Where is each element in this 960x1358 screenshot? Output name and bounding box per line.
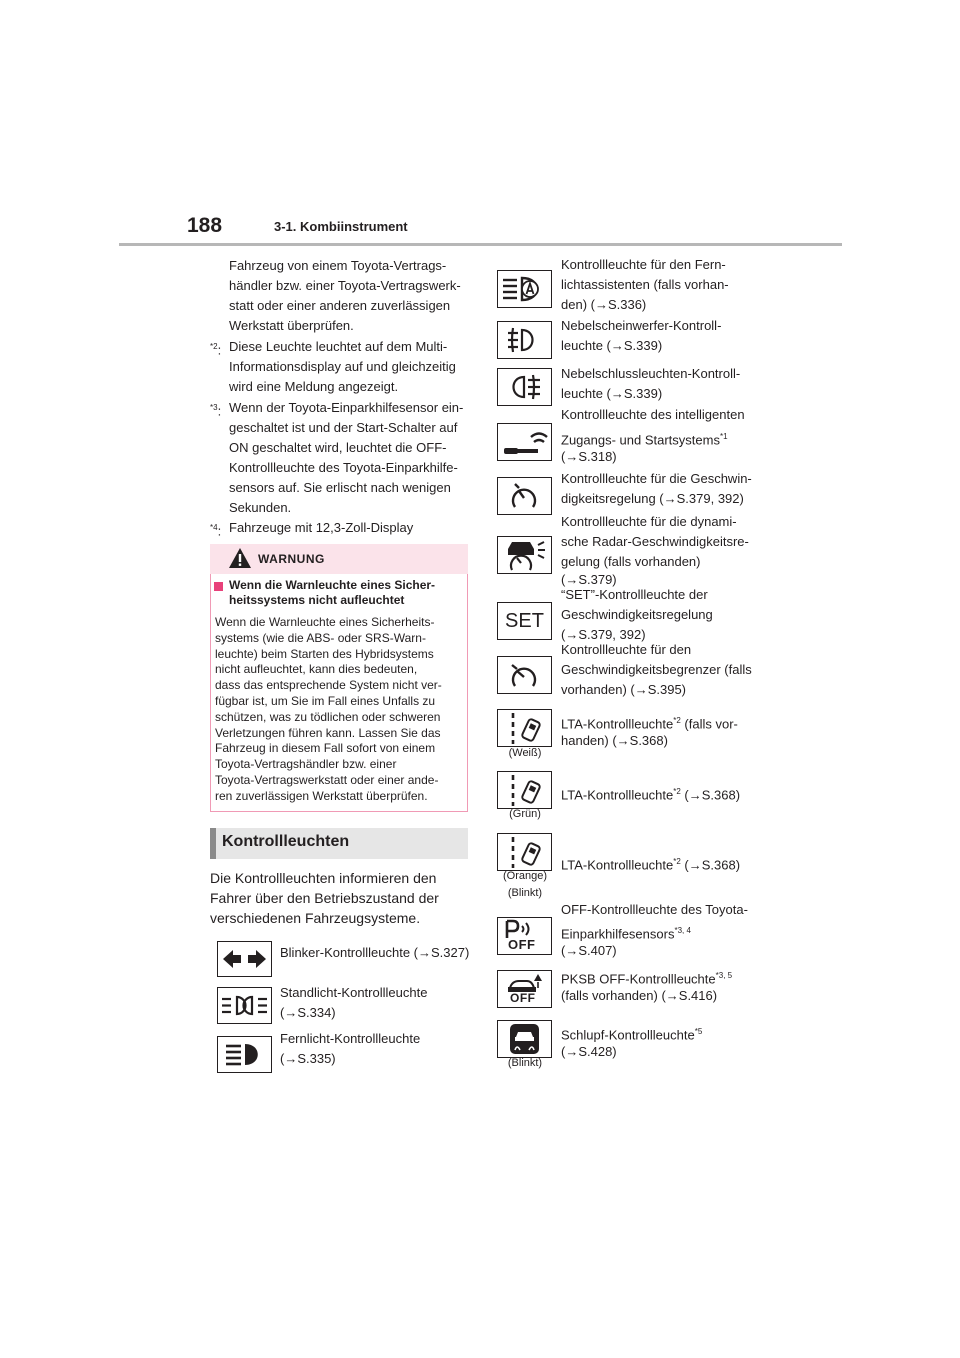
light-label: (→S.379, 392) [561, 627, 646, 642]
light-label: Nebelschlussleuchten-Kontroll- [561, 366, 741, 381]
color-caption: (Grün) [509, 808, 541, 820]
light-label: gelung (falls vorhanden) [561, 554, 701, 569]
warning-body: Wenn die Warnleuchte eines Sicherheits- systems (wie die ABS- oder SRS-Warn- leuchte) beim Starten des Hybridsystems nicht aufleuchtet, kann dies bedeuten, dass das entsprechende System nicht ver- fügbar ist, um Sie im Fall eines Unfalls zu schützen, was zu tödlichen oder schweren Verletzungen führen kann. Lassen Sie das Fahrzeug in diesem Fall sofort von einem Toyota-Vertragshändler bzw. einer Toyota-Vertragswerkstatt oder einer ande- ren zuverlässigen Werkstatt überprüfen. [215, 615, 442, 803]
page-number: 188 [187, 214, 223, 237]
cruise-control-icon [497, 477, 552, 515]
light-label: Kontrollleuchte des intelligenten [561, 407, 745, 422]
light-label: Fernlicht-Kontrollleuchte [280, 1031, 421, 1046]
light-label: Schlupf-Kontrollleuchte$^{*5}$ [561, 1027, 703, 1043]
light-label: Blinker-Kontrollleuchte (→S.327) [280, 945, 470, 960]
light-label: Geschwindigkeitsbegrenzer (falls [561, 662, 752, 677]
auto-high-beam-icon [497, 270, 552, 308]
light-label: handen) (→S.368) [561, 733, 668, 748]
light-label: den) (→S.336) [561, 297, 647, 312]
light-label: Kontrollleuchte für den Fern- [561, 257, 726, 272]
light-label: Kontrollleuchte für die Geschwin- [561, 471, 752, 486]
warning-triangle-icon [228, 547, 252, 569]
smart-entry-key-icon [497, 423, 552, 461]
light-label: (→S.407) [561, 943, 617, 958]
light-label: Nebelscheinwerfer-Kontroll- [561, 318, 722, 333]
turn-signal-icon [217, 941, 272, 977]
tail-light-icon [217, 987, 272, 1024]
pksb-off-icon [497, 970, 552, 1008]
light-label: LTA-Kontrollleuchte$^{*2}$ (→S.368) [561, 857, 741, 873]
set-icon [497, 602, 552, 640]
light-label: Zugangs- und Startsystems$^{*1}$ [561, 432, 728, 448]
section-title: 3-1. Kombiinstrument [274, 219, 408, 234]
light-label: PKSB OFF-Kontrollleuchte$^{*3, 5}$ [561, 971, 733, 987]
light-label: Standlicht-Kontrollleuchte [280, 985, 428, 1000]
light-label: Einparkhilfesensors$^{*3, 4}$ [561, 926, 691, 942]
slip-indicator-icon [497, 1020, 552, 1058]
light-label: sche Radar-Geschwindigkeitsre- [561, 534, 749, 549]
light-label: (→S.428) [561, 1044, 617, 1059]
light-label: digkeitsregelung (→S.379, 392) [561, 491, 744, 506]
light-label: LTA-Kontrollleuchte$^{*2}$ (falls vor- [561, 716, 738, 732]
rear-fog-light-icon [497, 368, 552, 406]
header-rule [119, 243, 842, 246]
light-label: leuchte (→S.339) [561, 338, 663, 353]
color-caption: (Weiß) [508, 747, 542, 759]
light-label: (→S.334) [280, 1005, 336, 1020]
light-label: vorhanden) (→S.395) [561, 682, 687, 697]
front-fog-light-icon [497, 321, 552, 359]
off-label: OFF [508, 937, 536, 952]
lta-white-icon [497, 709, 552, 747]
light-label: Kontrollleuchte für den [561, 642, 692, 657]
lta-green-icon [497, 771, 552, 809]
light-label: (→S.318) [561, 449, 617, 464]
kontrollleuchten-intro: Die Kontrollleuchten informieren den Fahrer über den Betriebszustand der verschiedenen Fahrzeugsysteme. [210, 870, 439, 926]
parking-sensor-off-icon [497, 917, 552, 955]
light-label: LTA-Kontrollleuchte$^{*2}$ (→S.368) [561, 787, 741, 803]
warning-subtitle: Wenn die Warnleuchte eines Sicher-heitssystems nicht aufleuchtet [229, 578, 436, 607]
set-label: SET [505, 610, 544, 632]
kontrollleuchten-heading: Kontrollleuchten [222, 833, 350, 850]
heading-accent-bar [210, 828, 216, 859]
high-beam-icon [217, 1036, 272, 1073]
lta-orange-icon [497, 833, 552, 871]
light-label: (→S.335) [280, 1051, 336, 1066]
speed-limiter-icon [497, 656, 552, 694]
light-label: Kontrollleuchte für die dynami- [561, 514, 737, 529]
bullet-square-icon [214, 582, 223, 591]
light-label: (→S.379) [561, 572, 617, 587]
blink-caption: (Blinkt) [507, 887, 543, 899]
light-label: Geschwindigkeitsregelung [561, 607, 713, 622]
light-label: “SET”-Kontrollleuchte der [561, 587, 708, 602]
color-caption: (Orange) [502, 870, 548, 882]
light-label: OFF-Kontrollleuchte des Toyota- [561, 902, 748, 917]
light-label: (falls vorhanden) (→S.416) [561, 988, 718, 1003]
blink-caption: (Blinkt) [507, 1057, 543, 1069]
radar-cruise-icon [497, 536, 552, 574]
light-label: leuchte (→S.339) [561, 386, 663, 401]
warning-title: WARNUNG [258, 552, 325, 566]
off-label: OFF [510, 991, 536, 1005]
light-label: lichtassistenten (falls vorhan- [561, 277, 729, 292]
